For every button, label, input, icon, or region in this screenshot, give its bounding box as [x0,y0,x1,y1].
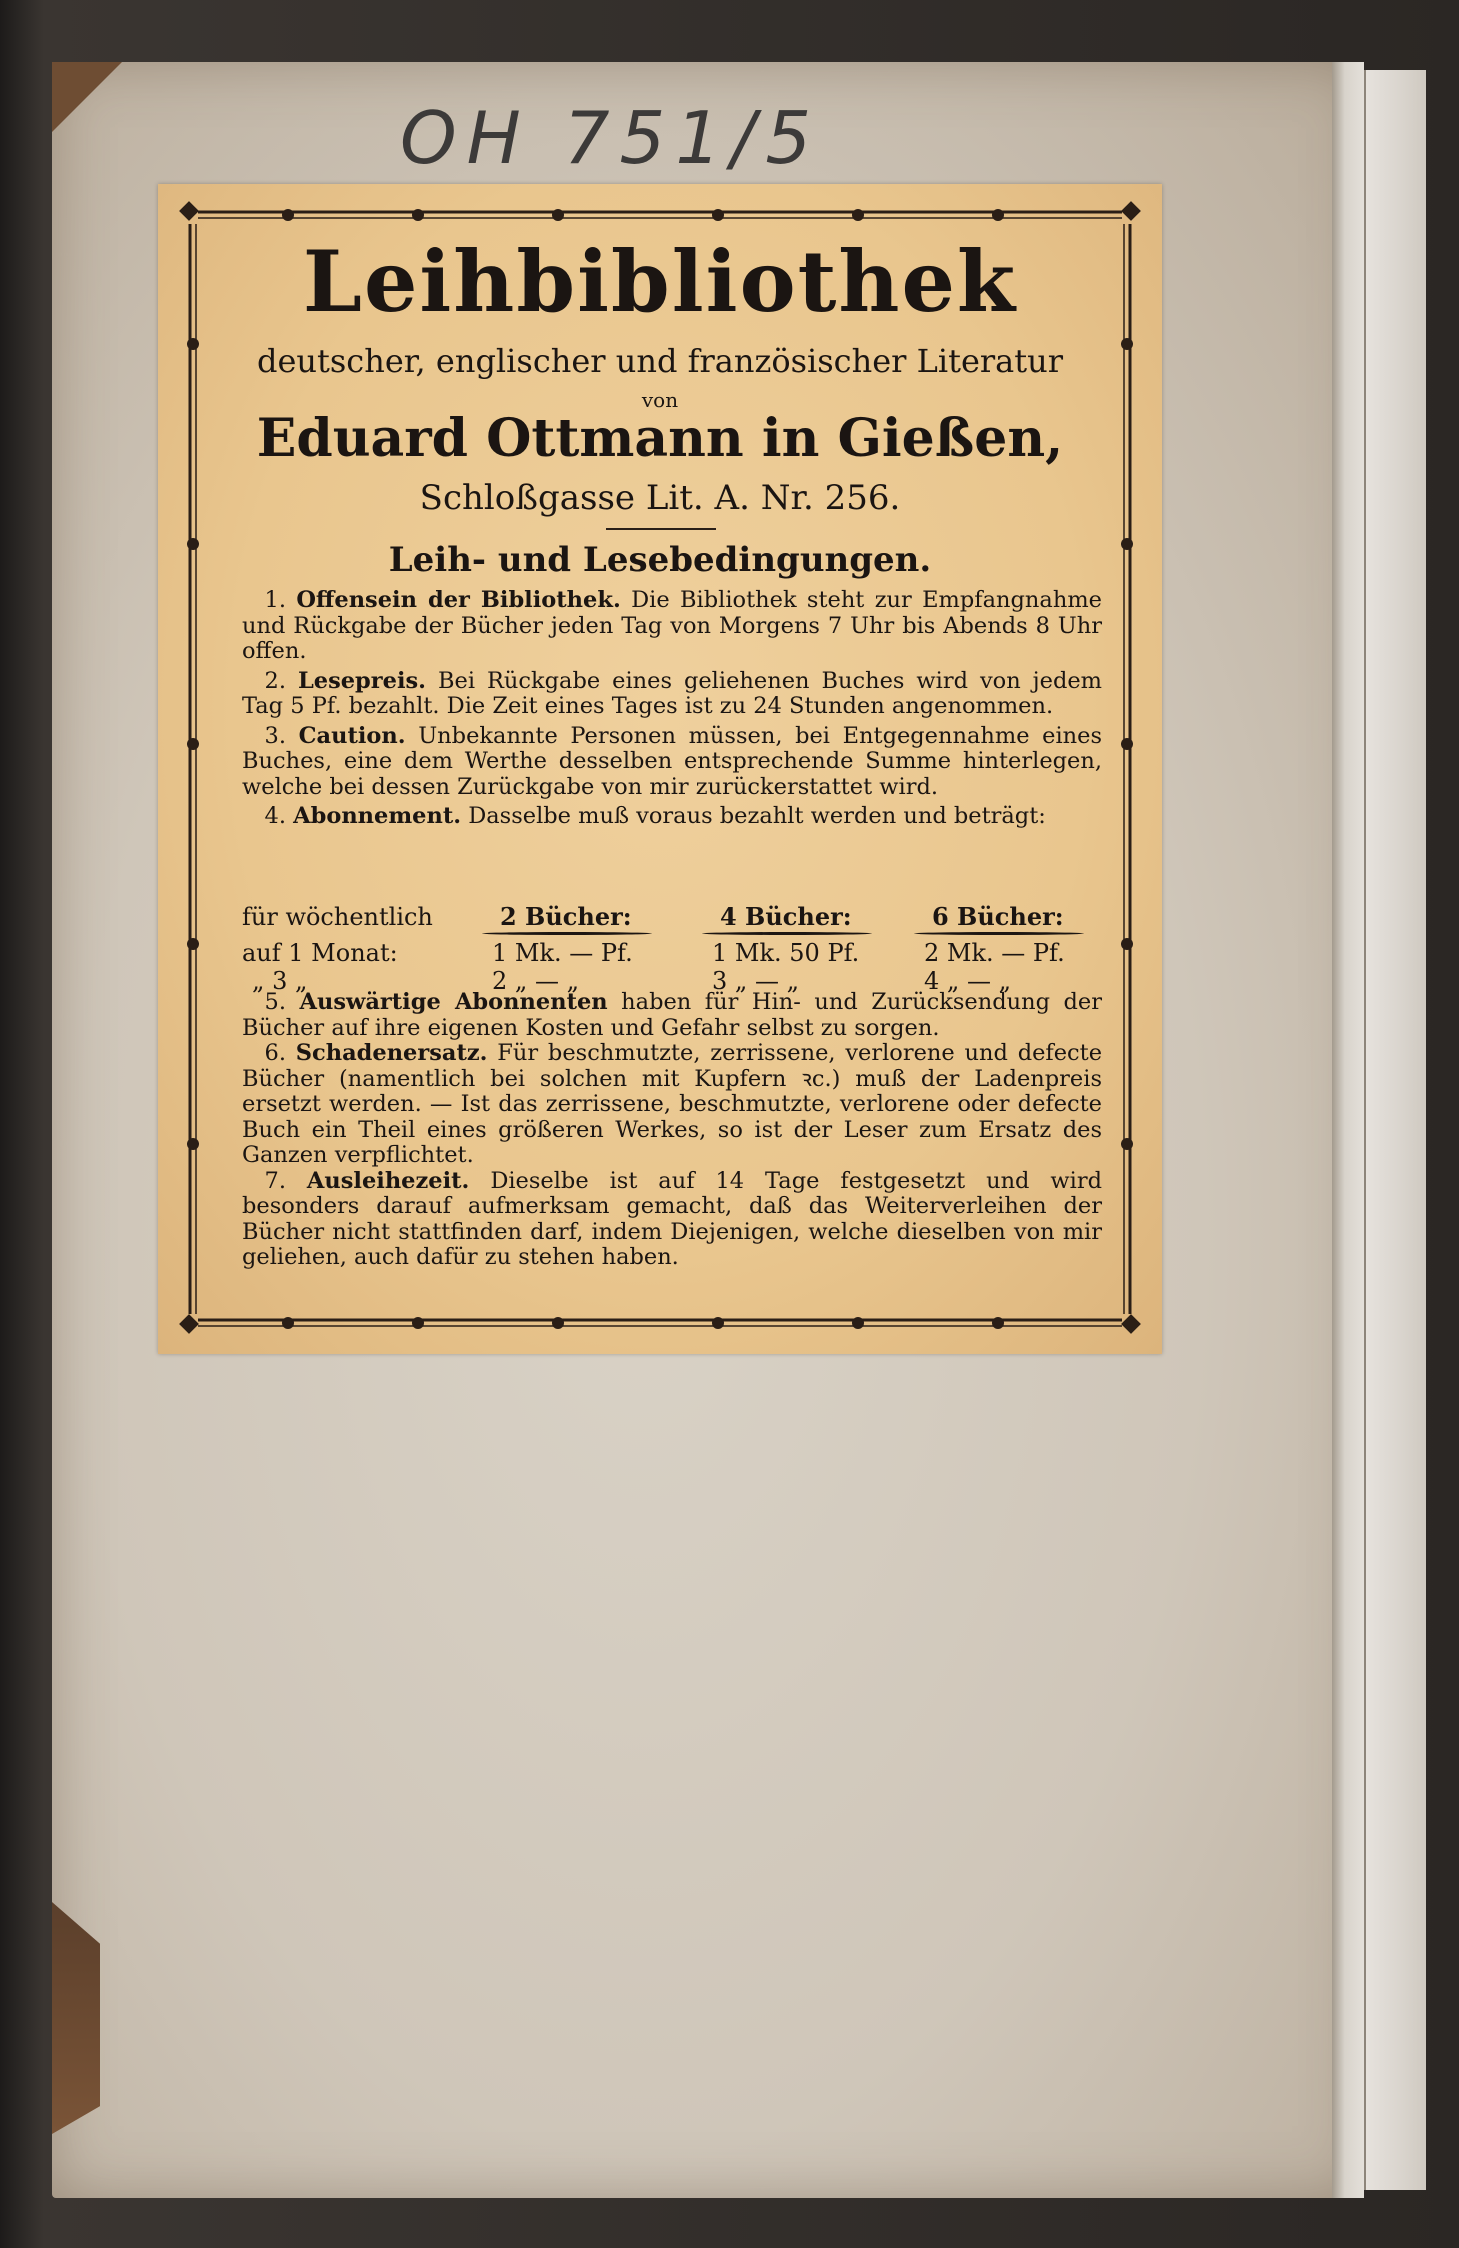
label-subtitle: deutscher, englischer und französischer Literatur [256,342,1064,380]
fee-column-header: 6 Bücher: [932,902,1064,931]
fee-row-label: für wöchentlich [242,903,433,931]
rule-item [242,804,1102,830]
fee-value: 2 Mk. — Pf. [924,939,1065,967]
rule-number: 2. [264,667,286,694]
divider [606,528,716,530]
fee-header-row [242,902,1102,932]
library-label [158,184,1162,1354]
rule-number: 1. [264,587,286,613]
rule-number: 3. [264,722,286,749]
page-gutter [1332,62,1364,2198]
rule-title: Schadenersatz. [295,1040,488,1066]
rule-item [242,1041,1102,1169]
rule-item [242,669,1102,720]
rule-title: Lesepreis. [297,667,427,694]
rule-text: Die Bibliothek steht zur Empfangnahme und Rückgabe der Bücher jeden Tag von Morgens 7 Uhr bis Abends 8 Uhr offen. [242,587,1102,664]
conditions-heading: Leih- und Lesebedingungen. [388,540,932,580]
rule-text: Für beschmutzte, zerrissene, verlorene und defecte Bücher (namentlich bei solchen mit Kupfern ꝛc.) muß der Ladenpreis ersetzt werden. — Ist das zerrissene, beschmutzte, verlorene oder defecte Buch ein Theil eines größeren Werkes, so ist der Leser zum Ersatz des Ganzen verpflichtet. [242,1040,1103,1168]
fee-value: 1 Mk. 50 Pf. [712,939,860,967]
rule-title: Caution. [298,722,406,749]
rules-list-continued [242,990,1102,1271]
brace-ornament [482,932,652,935]
rule-text: Dieselbe ist auf 14 Tage festgesetzt und wird besonders darauf aufmerksam gemacht, daß das Weiterverleihen der Bücher nicht stattfinden darf, indem Diejenigen, welche dieselben von mir geliehen, auch dafür zu stehen haben. [242,1167,1103,1270]
brace-ornament [914,932,1084,935]
fee-column-header: 4 Bücher: [720,902,852,931]
rule-title: Auswärtige Abonnenten [299,989,608,1015]
brace-ornament [702,932,872,935]
fee-column-header: 2 Bücher: [500,902,632,931]
rule-number: 4. [264,803,286,829]
rule-text: Bei Rückgabe eines geliehenen Buches wird von jedem Tag 5 Pf. bezahlt. Die Zeit eines Tages ist zu 24 Stunden angenommen. [242,667,1103,719]
fee-period: „ 3 „ [252,967,308,995]
fee-value: 2 „ — „ [492,967,580,995]
rule-item [242,588,1102,665]
rule-item [242,1169,1102,1271]
rule-title: Offensein der Bibliothek. [296,587,621,613]
rule-text: Dasselbe muß voraus bezahlt werden und beträgt: [468,803,1046,829]
rule-title: Abonnement. [293,803,462,829]
fee-value: 1 Mk. — Pf. [492,939,633,967]
handwritten-shelfmark: OH 751/5 [400,96,822,180]
rule-text: Unbekannte Personen müssen, bei Entgegennahme eines Buches, eine dem Werthe desselben entsprechende Summe hinterlegen, welche bei dessen Zurückgabe von mir zurückerstattet wird. [242,722,1103,800]
fee-value: 4 „ — „ [924,967,1012,995]
facing-page-edge [1364,70,1426,2190]
label-owner: Eduard Ottmann in Gießen, [256,408,1064,469]
rule-number: 7. [264,1167,286,1194]
fee-period: auf 1 Monat: [242,939,398,967]
label-title: Leihbibliothek [302,232,1018,331]
label-address: Schloßgasse Lit. A. Nr. 256. [419,478,901,518]
fee-row [242,938,1102,968]
rule-number: 5. [264,989,286,1015]
fee-value: 3 „ — „ [712,967,800,995]
rules-list [242,588,1102,834]
rule-item [242,724,1102,801]
rule-title: Ausleihezeit. [306,1167,470,1194]
rule-number: 6. [264,1040,286,1066]
rule-item [242,990,1102,1041]
rule-text: haben für Hin- und Zurücksendung der Bücher auf ihre eigenen Kosten und Gefahr selbst zu sorgen. [242,989,1103,1041]
label-by: von [641,388,679,412]
